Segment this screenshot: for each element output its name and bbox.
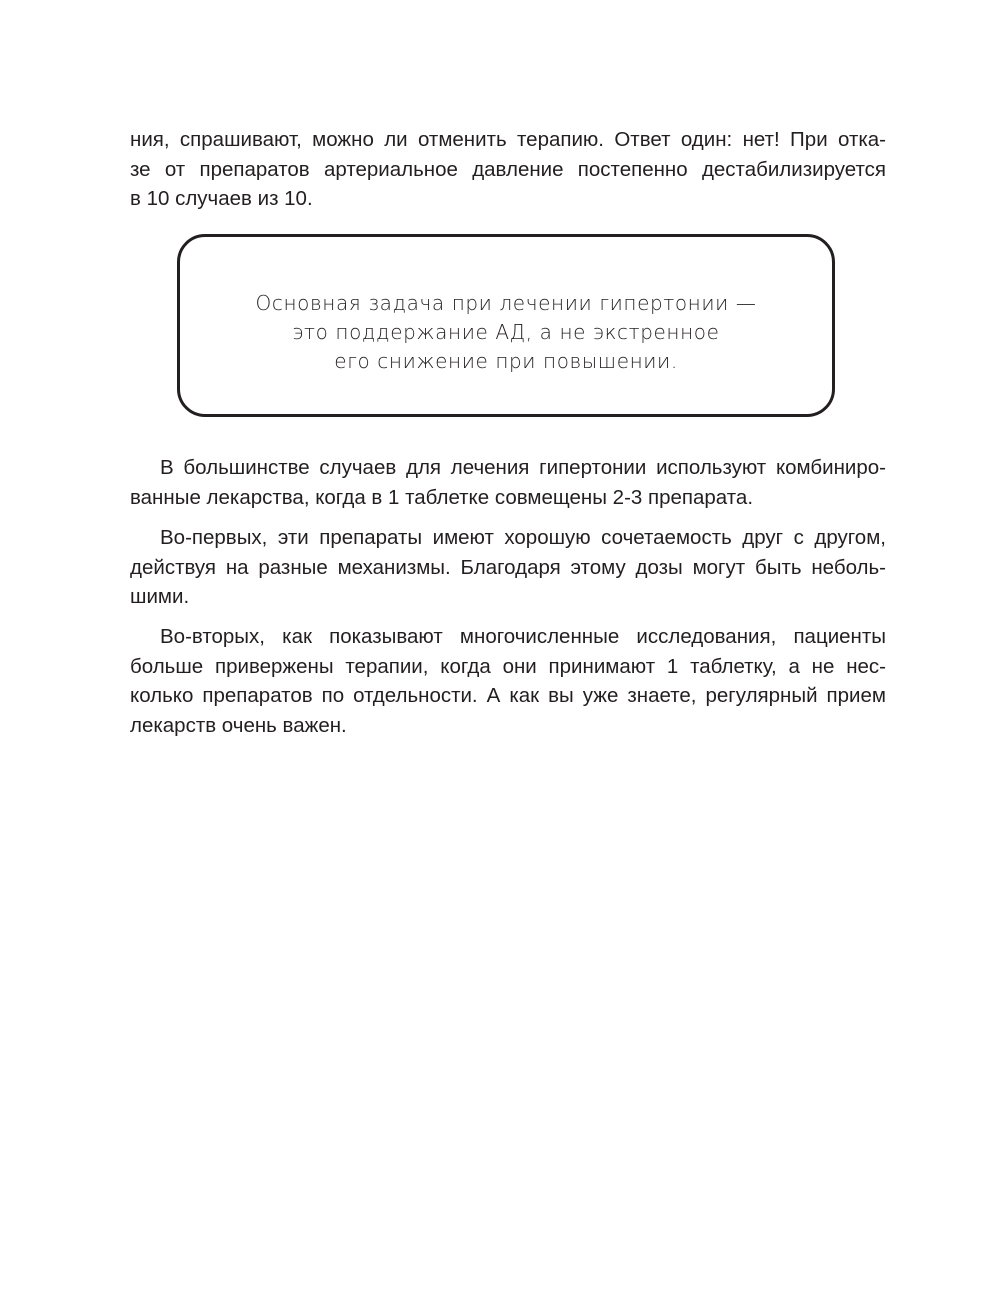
paragraph-top [130, 125, 886, 214]
text-line: ванные лекарства, когда в 1 таблетке совмещены 2-3 препарата. [130, 485, 754, 509]
text-line: В большинстве случаев для лечения гипертонии используют комбиниро- [160, 456, 886, 479]
text-line: зе от препаратов артериальное давление постепенно дестабилизируется [130, 157, 886, 181]
callout-line: его снижение при повышении. [334, 349, 678, 373]
callout-line: Основная задача при лечении гипертонии — [255, 291, 757, 315]
paragraph-combination [130, 453, 886, 512]
paragraph-second [130, 622, 886, 740]
callout-box [177, 234, 835, 417]
text-line: шими. [130, 585, 190, 608]
callout-line: это поддержание АД, а не экстренное [292, 320, 720, 344]
text-line: Во-первых, эти препараты имеют хорошую сочетаемость друг с другом, [160, 526, 886, 549]
paragraph-first [130, 523, 886, 612]
text-line: действуя на разные механизмы. Благодаря этому дозы могут быть неболь- [130, 555, 886, 579]
text-line: колько препаратов по отдельности. А как вы уже знаете, регулярный прием [130, 684, 886, 707]
text-line: в 10 случаев из 10. [130, 187, 313, 210]
callout-text [180, 289, 832, 376]
text-line: Во-вторых, как показывают многочисленные исследования, пациенты [160, 625, 886, 648]
text-line: больше привержены терапии, когда они принимают 1 таблетку, а не нес- [130, 654, 886, 678]
text-line: ния, спрашивают, можно ли отменить терапию. Ответ один: нет! При отка- [130, 128, 886, 151]
text-line: лекарств очень важен. [130, 713, 347, 737]
